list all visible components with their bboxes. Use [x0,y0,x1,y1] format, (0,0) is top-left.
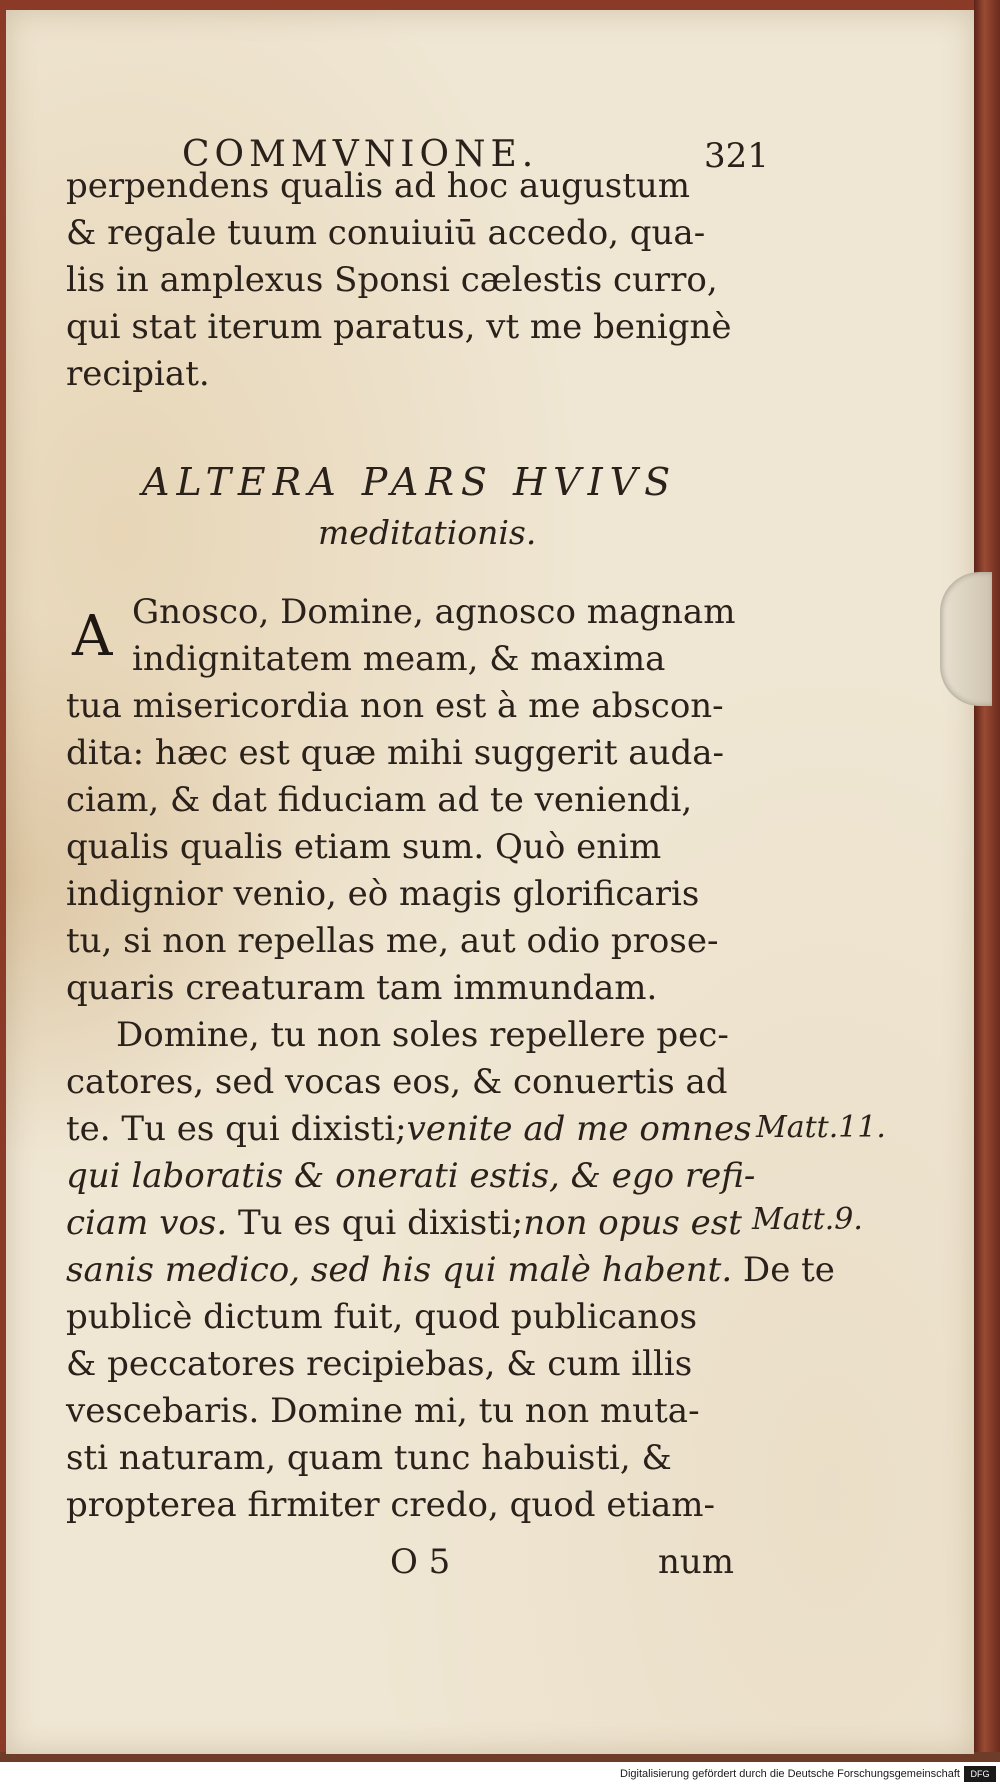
text-line: tu, si non repellas me, aut odio prose- [66,921,719,961]
text-line: lis in amplexus Sponsi cælestis curro, [66,260,718,300]
text-line [66,1203,742,1243]
text-line: indignior venio, eò magis glorificaris [66,874,700,914]
text-line: qualis qualis etiam sum. Quò enim [66,827,662,867]
text-line [66,1109,752,1149]
text-line: qui stat iterum paratus, vt me benignè [66,307,732,347]
text-span: De te [732,1250,835,1290]
page-number: 321 [704,136,769,176]
text-line: dita: hæc est quæ mihi suggerit auda- [66,733,724,773]
text-line: Gnosco, Domine, agnosco magnam [132,592,736,632]
text-line: ciam, & dat fiduciam ad te veniendi, [66,780,693,820]
book-clasp [940,572,992,706]
text-line: tua misericordia non est à me abscon- [66,686,724,726]
dfg-logo: DFG [964,1766,996,1782]
footer-credit: Digitalisierung gefördert durch die Deutsche Forschungsgemeinschaft [620,1768,960,1780]
scripture-quote: sanis medico, sed his qui malè habent. [66,1250,733,1290]
text-span: Tu es qui dixisti; [227,1203,524,1243]
book-page [6,10,974,1754]
text-span: te. Tu es qui dixisti; [66,1109,407,1149]
text-line [66,1250,835,1290]
text-line: catores, sed vocas eos, & conuertis ad [66,1062,728,1102]
text-line: perpendens qualis ad hoc augustum [66,166,691,206]
scripture-quote: ciam vos. [66,1203,228,1243]
scripture-quote: non opus est [523,1203,742,1243]
running-title: COMMVNIONE. [182,134,539,175]
text-line: sti naturam, quam tunc habuisti, & [66,1438,672,1478]
text-line: vescebaris. Domine mi, tu non muta- [66,1391,700,1431]
text-line: quaris creaturam tam immundam. [66,968,658,1008]
initial-letter: A [72,604,113,669]
scripture-quote: venite ad me omnes [406,1109,752,1149]
section-heading-subtitle: meditationis. [318,513,537,552]
text-line: & peccatores recipiebas, & cum illis [66,1344,693,1384]
section-heading: ALTERA PARS HVIVS [142,460,678,504]
text-line: recipiat. [66,354,210,394]
text-line: propterea firmiter credo, quod etiam- [66,1485,716,1525]
digitization-footer [0,1762,1000,1790]
scripture-quote: qui laboratis & onerati estis, & ego refi- [66,1156,756,1196]
text-line: publicè dictum fuit, quod publicanos [66,1297,698,1337]
text-line: & regale tuum conuiuiū accedo, qua- [66,213,706,253]
book-cover-edge [974,0,1000,1762]
margin-note: Matt.9. [752,1202,863,1237]
margin-note: Matt.11. [756,1110,886,1145]
catchword: num [658,1542,735,1582]
text-line: Domine, tu non soles repellere pec- [116,1015,729,1055]
signature-mark: O 5 [390,1542,451,1582]
text-line: indignitatem meam, & maxima [132,639,666,679]
